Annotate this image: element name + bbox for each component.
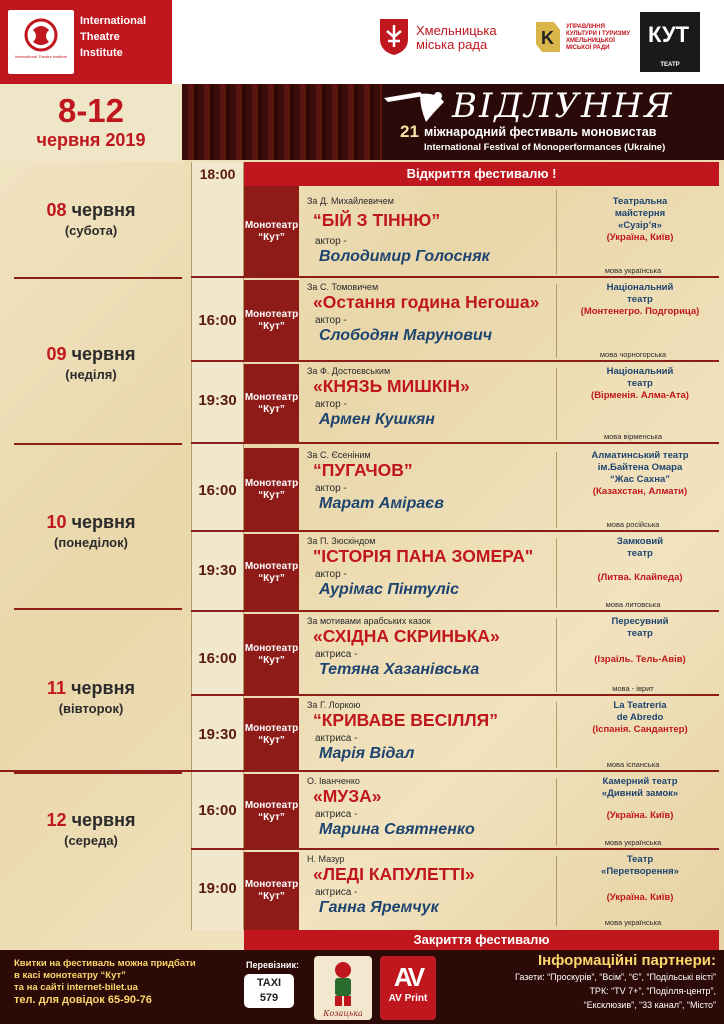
performance-language: мова вірменська xyxy=(603,432,663,441)
company-name xyxy=(561,616,719,666)
ticket-line: в касі монотеатру “Кут” xyxy=(14,970,126,981)
day-number: 11 xyxy=(47,678,67,698)
taxi-logo-text: TAXI xyxy=(256,977,282,989)
row-divider xyxy=(191,276,719,278)
taxi-logo xyxy=(244,974,294,1008)
performer-role: актриса - xyxy=(315,733,358,744)
venue-label xyxy=(244,614,299,696)
day-divider xyxy=(14,443,182,445)
performance-language: мова українська xyxy=(604,838,662,847)
day-month: червня xyxy=(71,512,136,532)
performer-name: Марія Відал xyxy=(319,745,415,762)
company-line: Камерний театр xyxy=(602,776,678,787)
performance-details xyxy=(299,774,719,850)
company-line: Алматинський театр xyxy=(591,450,689,461)
venue-label xyxy=(244,698,299,772)
column-divider xyxy=(556,856,557,926)
venue-label xyxy=(244,448,299,532)
venue-label xyxy=(244,364,299,444)
company-spacer xyxy=(561,878,719,892)
play-title: “КРИВАВЕ ВЕСІЛЛЯ” xyxy=(313,710,498,730)
performance-details xyxy=(299,364,719,444)
day-divider xyxy=(14,277,182,279)
company-line: «Перетворення» xyxy=(601,866,679,877)
venue-line: Монотеатр xyxy=(244,561,299,572)
performance-row xyxy=(191,614,719,696)
venue-line: “Кут” xyxy=(258,735,285,746)
company-country: (Україна. Київ) xyxy=(606,892,674,903)
svg-text:K: K xyxy=(541,28,554,48)
festival-dates: 8-12 xyxy=(57,92,125,129)
performer-role: актриса - xyxy=(315,809,358,820)
festival-subtitle-en: International Festival of Monoperformances (Ukraine) xyxy=(424,142,666,153)
performance-details xyxy=(299,186,719,278)
row-divider xyxy=(0,770,719,772)
day-number: 09 xyxy=(46,344,67,364)
play-title: «СХІДНА СКРИНЬКА» xyxy=(313,626,500,646)
company-name xyxy=(561,854,719,904)
performer-name: Марина Святненко xyxy=(319,821,475,838)
dept-line: ХМЕЛЬНИЦЬКОЇ xyxy=(566,38,615,44)
performer-role: актор - xyxy=(315,236,347,247)
company-line: Замковий xyxy=(616,536,664,547)
ticket-line: та на сайті internet-bilet.ua xyxy=(14,982,138,993)
row-divider xyxy=(191,442,719,444)
play-title: «КНЯЗЬ МИШКІН» xyxy=(313,376,470,396)
day-month: червня xyxy=(71,810,136,830)
iti-small-text: International Theatre Institute xyxy=(15,54,67,59)
company-line: театр xyxy=(627,294,653,305)
day-weekday: (понеділок) xyxy=(54,535,128,550)
performance-time: 19:30 xyxy=(198,392,237,409)
venue-line: Монотеатр xyxy=(244,309,299,320)
day-month: червня xyxy=(71,678,135,698)
performance-language: мова українська xyxy=(604,918,662,927)
performer-role: актор - xyxy=(315,569,347,580)
iti-name-line: Theatre xyxy=(80,31,120,43)
day-date xyxy=(0,200,182,221)
performance-row xyxy=(191,364,719,444)
av-print-logo xyxy=(380,956,436,1020)
day-number: 12 xyxy=(46,810,67,830)
day-weekday: (вівторок) xyxy=(58,701,124,716)
performance-time: 16:00 xyxy=(198,312,237,329)
play-author: За мотивами арабських казок xyxy=(307,616,431,626)
company-country: (Казахстан, Алмати) xyxy=(592,486,688,497)
day-label xyxy=(0,810,182,848)
company-line: Театральна xyxy=(612,196,668,207)
company-country: (Вірменія. Алма-Ата) xyxy=(591,390,689,401)
performance-row xyxy=(191,280,719,362)
performer-role: актор - xyxy=(315,483,347,494)
company-country: (Ізраїль. Тель-Авів) xyxy=(594,654,686,665)
iti-name-line: Institute xyxy=(80,47,123,59)
column-divider xyxy=(556,538,557,608)
row-divider xyxy=(191,610,719,612)
kozak-logo-text: Козацька xyxy=(323,1009,363,1018)
performance-row xyxy=(191,448,719,532)
performance-language: мова українська xyxy=(604,266,662,275)
city-line: міська рада xyxy=(416,37,488,52)
kut-logo-text: КУТ xyxy=(648,22,690,47)
festival-name: ВІДЛУННЯ xyxy=(452,86,674,126)
venue-line: Монотеатр xyxy=(244,478,299,489)
performance-row xyxy=(191,534,719,612)
venue-label xyxy=(244,280,299,362)
performance-row xyxy=(191,186,719,278)
column-divider xyxy=(556,190,557,274)
company-name xyxy=(561,776,719,822)
curtain-image xyxy=(182,84,382,160)
play-author: За Д. Михайлевичем xyxy=(307,196,394,206)
company-line: Театр xyxy=(626,854,654,865)
performance-row xyxy=(191,698,719,772)
performer-name: Аурімас Пінтуліс xyxy=(319,581,459,598)
day-weekday: (субота) xyxy=(64,223,118,238)
venue-line: Монотеатр xyxy=(244,879,299,890)
company-country: (Монтенегро. Подгорица) xyxy=(580,306,700,317)
row-divider xyxy=(191,694,719,696)
performance-time: 16:00 xyxy=(198,650,237,667)
performance-time: 19:00 xyxy=(198,880,237,897)
performer-name: Ганна Яремчук xyxy=(319,899,439,916)
column-divider xyxy=(556,618,557,692)
iti-mask-icon xyxy=(21,16,61,54)
company-country: (Іспанія. Сандантер) xyxy=(592,724,688,735)
festival-month-year: червня 2019 xyxy=(36,130,146,150)
day-date xyxy=(0,678,182,699)
venue-line: “Кут” xyxy=(258,812,285,823)
play-author: За Ф. Достоєвським xyxy=(307,366,391,376)
venue-label xyxy=(244,534,299,612)
day-date xyxy=(0,512,182,533)
av-print-label: AV Print xyxy=(388,993,428,1004)
company-spacer xyxy=(561,800,719,810)
company-line: майстерня xyxy=(614,208,666,219)
day-date xyxy=(0,810,182,831)
performance-details xyxy=(299,448,719,532)
company-country: (Україна, Київ) xyxy=(606,232,674,243)
performance-time: 16:00 xyxy=(198,482,237,499)
carrier-label: Перевізник: xyxy=(246,960,299,970)
day-label xyxy=(0,200,182,238)
performance-language: мова російська xyxy=(606,520,660,529)
performer-name: Тетяна Хазанівська xyxy=(319,661,480,678)
iti-name xyxy=(80,13,146,61)
performer-name: Слободян Марунович xyxy=(319,327,493,344)
column-divider xyxy=(556,702,557,768)
performance-time: 19:30 xyxy=(198,726,237,743)
row-divider xyxy=(191,848,719,850)
play-title: «ЛЕДІ КАПУЛЕТТІ» xyxy=(313,864,475,884)
closing-bar: Закриття фестивалю xyxy=(244,930,719,950)
performer-name: Володимир Голосняк xyxy=(319,248,490,265)
company-line: de Abredo xyxy=(616,712,664,723)
dept-line: УПРАВЛІННЯ xyxy=(566,24,605,30)
venue-line: Монотеатр xyxy=(244,220,299,231)
row-divider xyxy=(191,360,719,362)
performance-details xyxy=(299,698,719,772)
venue-line: “Кут” xyxy=(258,321,285,332)
column-divider xyxy=(556,778,557,846)
company-line: театр xyxy=(627,378,653,389)
company-name xyxy=(561,282,719,318)
opening-time: 18:00 xyxy=(199,166,236,182)
venue-line: “Кут” xyxy=(258,891,285,902)
performance-language: мова - іврит xyxy=(612,684,654,693)
culture-dept-logo-icon xyxy=(534,20,562,54)
company-line: Національний xyxy=(606,366,674,377)
partners-title: Інформаційні партнери: xyxy=(537,952,716,969)
culture-dept-name xyxy=(566,24,636,52)
company-line: La Teatreria xyxy=(613,700,667,711)
company-line: «Дивний замок» xyxy=(601,788,679,799)
company-name xyxy=(561,536,719,584)
day-label xyxy=(0,678,182,716)
iti-logo xyxy=(8,10,74,74)
city-emblem-icon xyxy=(378,17,410,57)
partners-line: “Ексклюзив”, “33 канал”, “Місто” xyxy=(583,1000,716,1010)
performance-details xyxy=(299,852,719,930)
performance-time: 19:30 xyxy=(198,562,237,579)
play-author: За С. Єсеніним xyxy=(307,450,371,460)
performer-name: Армен Кушкян xyxy=(319,411,435,428)
performer-role: актриса - xyxy=(315,887,358,898)
performance-row xyxy=(191,852,719,930)
play-author: За П. Зюскіндом xyxy=(307,536,376,546)
venue-line: “Кут” xyxy=(258,232,285,243)
kozak-logo xyxy=(314,956,372,1020)
company-line: «Сузір’я» xyxy=(618,220,662,231)
play-title: “БІЙ З ТІННЮ” xyxy=(313,210,441,230)
venue-line: “Кут” xyxy=(258,573,285,584)
day-divider xyxy=(14,608,182,610)
play-author: О. Іванченко xyxy=(307,776,360,786)
play-author: За С. Томовичем xyxy=(307,282,379,292)
media-partners xyxy=(444,952,716,1012)
performance-details xyxy=(299,280,719,362)
ticket-line: Квитки на фестиваль можна придбати xyxy=(14,958,196,969)
play-author: За Г. Лоркою xyxy=(307,700,361,710)
company-name xyxy=(561,450,719,498)
company-spacer xyxy=(561,640,719,654)
venue-label xyxy=(244,186,299,278)
venue-line: Монотеатр xyxy=(244,392,299,403)
partners-line: ТРК: “TV 7+”, “Поділля-центр”, xyxy=(589,986,716,996)
venue-line: Монотеатр xyxy=(244,800,299,811)
festival-subtitle-ua: міжнародний фестиваль моновистав xyxy=(424,125,657,139)
performance-language: мова іспанська xyxy=(606,760,660,769)
play-title: «МУЗА» xyxy=(313,786,382,806)
column-divider xyxy=(556,368,557,440)
ticket-info xyxy=(14,958,196,1006)
company-line: театр xyxy=(627,548,653,559)
play-title: “ПУГАЧОВ” xyxy=(313,460,413,480)
day-label xyxy=(0,512,182,550)
kozak-figure-icon xyxy=(314,956,372,1020)
performance-details xyxy=(299,534,719,612)
column-divider xyxy=(556,284,557,358)
performer-role: актор - xyxy=(315,399,347,410)
venue-label xyxy=(244,852,299,930)
day-label xyxy=(0,344,182,382)
day-month: червня xyxy=(71,344,136,364)
iti-name-line: International xyxy=(80,15,147,27)
performer-role: актор - xyxy=(315,315,347,326)
play-title: "ІСТОРІЯ ПАНА ЗОМЕРА" xyxy=(313,546,534,566)
dept-line: МІСЬКОЇ РАДИ xyxy=(566,45,610,51)
day-weekday: (середа) xyxy=(64,833,118,848)
venue-line: “Кут” xyxy=(258,655,285,666)
av-print-mark: AV xyxy=(393,962,423,992)
venue-label xyxy=(244,774,299,850)
info-phone: тел. для довідок 65-90-76 xyxy=(14,994,152,1006)
company-country: (Україна. Київ) xyxy=(606,810,674,821)
performance-details xyxy=(299,614,719,696)
performance-language: мова литовська xyxy=(605,600,661,609)
performer-role: актриса - xyxy=(315,649,358,660)
venue-line: Монотеатр xyxy=(244,723,299,734)
day-number: 10 xyxy=(46,512,67,532)
company-line: “Жас Сахна” xyxy=(610,474,670,485)
company-line: Національний xyxy=(606,282,674,293)
opening-bar: Відкриття фестивалю ! xyxy=(244,162,719,186)
taxi-logo-number: 579 xyxy=(259,992,279,1004)
day-weekday: (неділя) xyxy=(65,367,117,382)
company-line: ім.Байтена Омара xyxy=(597,462,683,473)
venue-line: “Кут” xyxy=(258,490,285,501)
company-line: Пересувний xyxy=(611,616,669,627)
kut-theatre-logo xyxy=(640,12,700,72)
company-country: (Литва. Клайпеда) xyxy=(597,572,683,583)
performance-row xyxy=(191,774,719,850)
company-name xyxy=(561,196,719,244)
company-name xyxy=(561,700,719,736)
company-spacer xyxy=(561,560,719,572)
play-author: Н. Мазур xyxy=(307,854,345,864)
festival-edition: 21 xyxy=(400,122,419,141)
venue-line: “Кут” xyxy=(258,404,285,415)
play-title: «Остання година Негоша» xyxy=(313,292,540,312)
day-divider xyxy=(14,772,182,774)
iti-block xyxy=(0,0,172,84)
performer-name: Марат Аміраєв xyxy=(319,495,444,512)
city-line: Хмельницька xyxy=(416,23,497,38)
day-date xyxy=(0,344,182,365)
performance-language: мова чорногорська xyxy=(599,350,667,359)
day-number: 08 xyxy=(46,200,67,220)
city-council-name xyxy=(416,24,497,52)
row-divider xyxy=(191,530,719,532)
partners-line: Газети: “Проскурів”, “Всім”, “Є”, “Подільські вісті” xyxy=(515,972,716,982)
column-divider xyxy=(556,452,557,528)
kut-logo-label: ТЕАТР xyxy=(660,62,680,68)
performance-time: 16:00 xyxy=(198,802,237,819)
company-name xyxy=(561,366,719,402)
dept-line: КУЛЬТУРИ І ТУРИЗМУ xyxy=(566,31,631,37)
venue-line: Монотеатр xyxy=(244,643,299,654)
day-month: червня xyxy=(71,200,136,220)
company-line: театр xyxy=(627,628,653,639)
